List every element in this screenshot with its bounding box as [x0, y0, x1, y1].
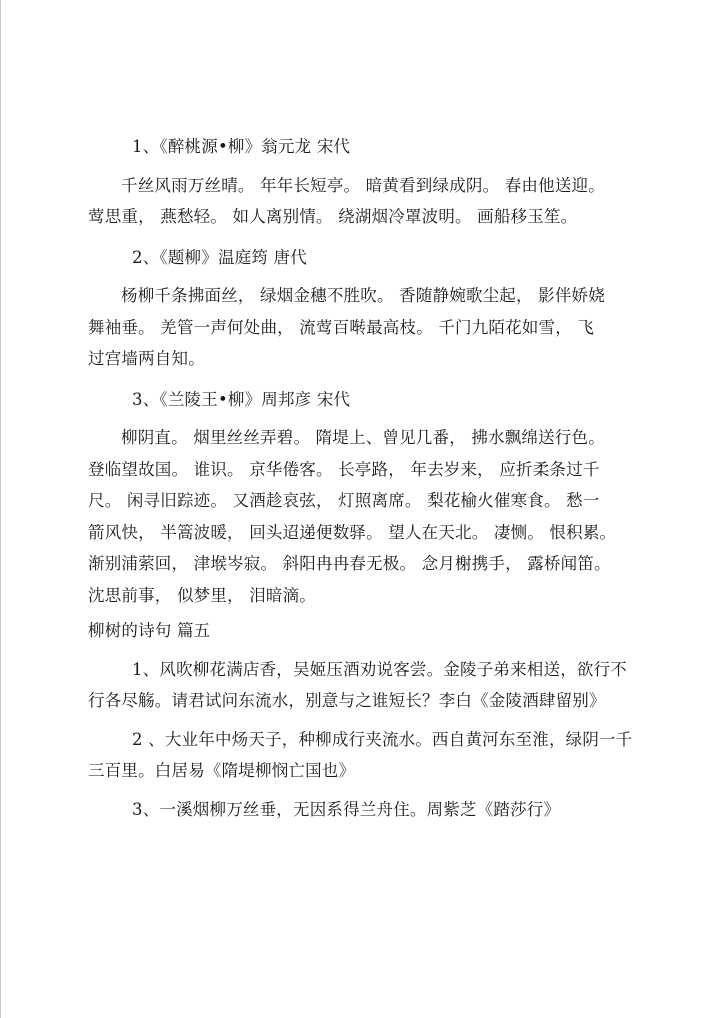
poem-line: 莺思重， 燕愁轻。 如人离别情。 绕湖烟冷罩波明。 画船移玉笙。 — [88, 207, 578, 226]
quote-line: 2 、大业年中炀天子，种柳成行夹流水。西自黄河东至淮，绿阴一千 — [132, 729, 633, 749]
poem-line: 舞袖垂。 羌管一声何处曲， 流莺百啭最高枝。 千门九陌花如雪， 飞 — [88, 317, 595, 337]
poem-line: 柳阴直。 烟里丝丝弄碧。 隋堤上、曾见几番， 拂水飘绵送行色。 — [121, 428, 605, 447]
poem-line: 尺。 闲寻旧踪迹。 又酒趁哀弦， 灯照离席。 梨花榆火催寒食。 愁一 — [88, 491, 600, 510]
poem-line: 过宫墙两自知。 — [88, 349, 205, 368]
poem-heading: 3、《兰陵王•柳》周邦彦 宋代 — [132, 389, 351, 409]
poem-line: 箭风快， 半篙波暖， 回头迢递便数驿。 望人在天北。 凄恻。 恨积累。 — [88, 522, 617, 542]
poem-heading: 1、《醉桃源•柳》翁元龙 宋代 — [132, 137, 351, 156]
quote-line: 三百里。白居易《隋堤柳悯亡国也》 — [88, 761, 356, 780]
poem-line: 杨柳千条拂面丝， 绿烟金穗不胜吹。 香随静婉歌尘起， 影伴娇娆 — [121, 286, 605, 305]
poem-line: 千丝风雨万丝晴。 年年长短亭。 暗黄看到绿成阴。 春由他送迎。 — [121, 175, 605, 195]
page-left-border — [0, 0, 1, 1018]
poem-line: 登临望故国。 谁识。 京华倦客。 长亭路， 年去岁来， 应折柔条过千 — [88, 459, 600, 479]
quote-line: 3、一溪烟柳万丝垂，无因系得兰舟住。周紫芝《踏莎行》 — [132, 799, 561, 819]
section-title: 柳树的诗句 篇五 — [88, 621, 211, 640]
poem-line: 沈思前事， 似梦里， 泪暗滴。 — [88, 585, 316, 605]
quote-line: 1、风吹柳花满店香，吴姬压酒劝说客尝。金陵子弟来相送，欲行不 — [132, 659, 627, 679]
document-body — [88, 131, 636, 825]
poem-heading: 2、《题柳》温庭筠 唐代 — [132, 247, 307, 267]
poem-line: 渐别浦萦回， 津堠岑寂。 斜阳冉冉春无极。 念月榭携手， 露桥闻笛。 — [88, 554, 611, 573]
quote-line: 行各尽觞。请君试问东流水，别意与之谁短长？李白《金陵酒肆留别》 — [88, 691, 606, 710]
